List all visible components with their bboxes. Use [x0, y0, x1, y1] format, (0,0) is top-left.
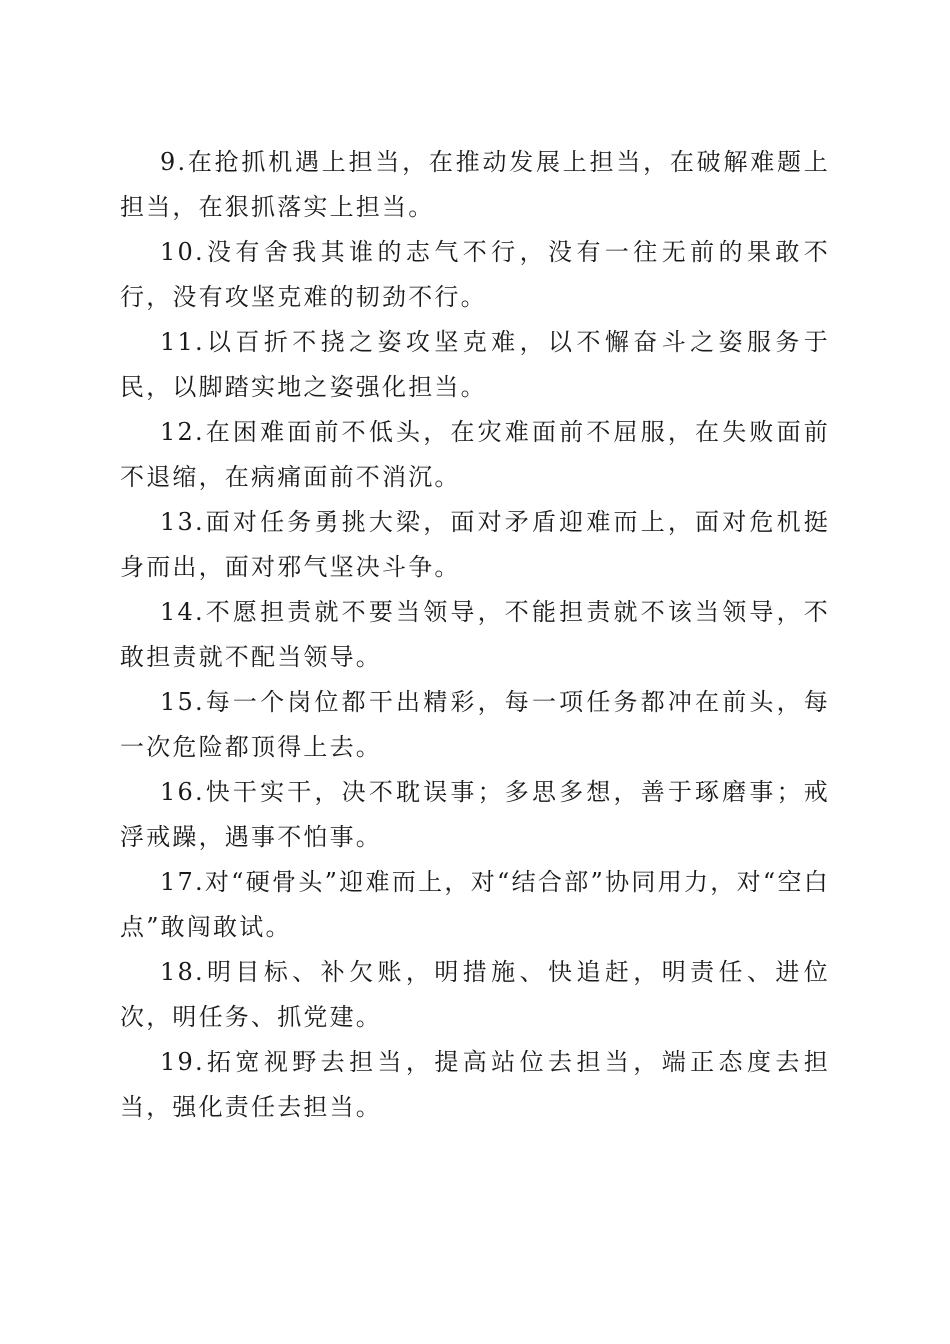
paragraph-9: 9.在抢抓机遇上担当，在推动发展上担当，在破解难题上担当，在狠抓落实上担当。 — [120, 148, 830, 221]
paragraph-14: 14.不愿担责就不要当领导，不能担责就不该当领导，不敢担责就不配当领导。 — [120, 598, 830, 671]
document-body — [120, 140, 830, 1130]
paragraph-10: 10.没有舍我其谁的志气不行，没有一往无前的果敢不行，没有攻坚克难的韧劲不行。 — [120, 238, 830, 311]
paragraph-16: 16.快干实干，决不耽误事；多思多想，善于琢磨事；戒浮戒躁，遇事不怕事。 — [120, 778, 830, 851]
paragraph-11: 11.以百折不挠之姿攻坚克难，以不懈奋斗之姿服务于民，以脚踏实地之姿强化担当。 — [120, 328, 830, 401]
paragraph-18: 18.明目标、补欠账，明措施、快追赶，明责任、进位次，明任务、抓党建。 — [120, 958, 830, 1031]
paragraph-19: 19.拓宽视野去担当，提高站位去担当，端正态度去担当，强化责任去担当。 — [120, 1048, 830, 1121]
paragraph-17: 17.对“硬骨头”迎难而上，对“结合部”协同用力，对“空白点”敢闯敢试。 — [120, 868, 830, 941]
paragraph-12: 12.在困难面前不低头，在灾难面前不屈服，在失败面前不退缩，在病痛面前不消沉。 — [120, 418, 830, 491]
paragraph-13: 13.面对任务勇挑大梁，面对矛盾迎难而上，面对危机挺身而出，面对邪气坚决斗争。 — [120, 508, 830, 581]
paragraph-15: 15.每一个岗位都干出精彩，每一项任务都冲在前头，每一次危险都顶得上去。 — [120, 688, 830, 761]
